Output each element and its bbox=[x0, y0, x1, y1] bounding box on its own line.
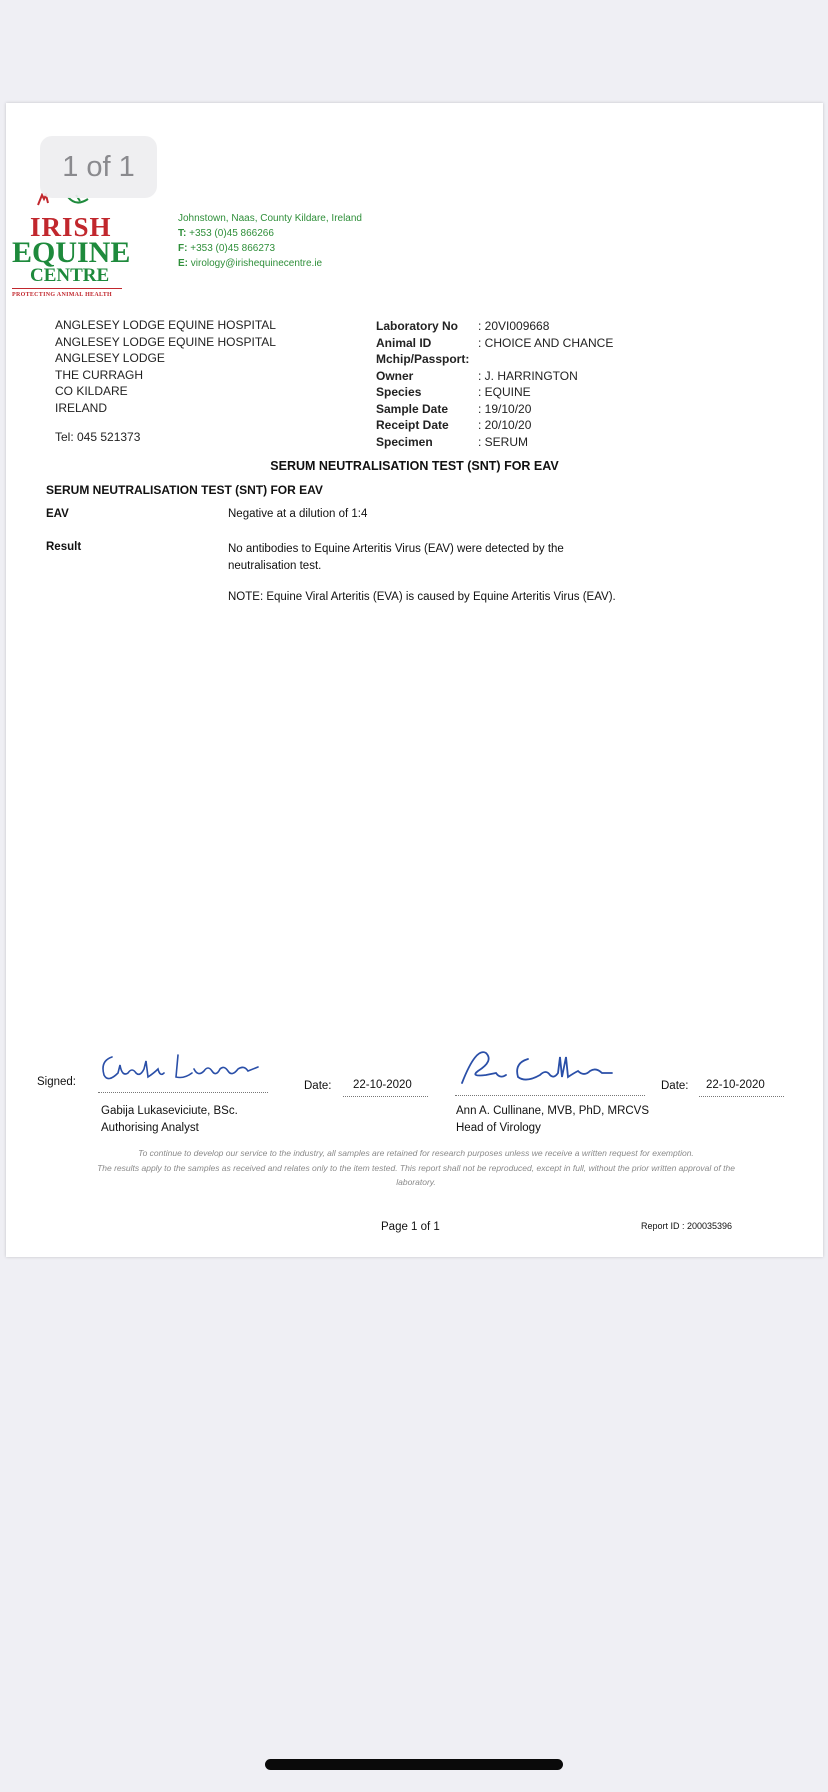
contact-address: Johnstown, Naas, County Kildare, Ireland bbox=[178, 213, 362, 224]
page-counter: 1 of 1 bbox=[40, 136, 157, 198]
lab-info-value: : EQUINE bbox=[478, 385, 531, 399]
logo-centre: CENTRE bbox=[30, 265, 110, 286]
logo-equine: EQUINE bbox=[12, 236, 131, 269]
phone-label: T: bbox=[178, 228, 187, 239]
signatory-1 bbox=[101, 1103, 238, 1137]
lab-info-row bbox=[376, 368, 613, 385]
address-line: ANGLESEY LODGE bbox=[55, 351, 165, 365]
date-2-label: Date: bbox=[661, 1080, 689, 1092]
lab-info-row bbox=[376, 417, 613, 434]
result-label: Result bbox=[46, 541, 82, 553]
logo-irish: IRISH bbox=[30, 212, 112, 242]
address-line: CO KILDARE bbox=[55, 384, 128, 398]
lab-info-table bbox=[376, 318, 613, 450]
signatory-1-name: Gabija Lukaseviciute, BSc. bbox=[101, 1105, 238, 1117]
lab-info-key: Species bbox=[376, 385, 422, 399]
lab-info-row bbox=[376, 401, 613, 418]
signature-1-icon bbox=[98, 1047, 268, 1089]
contact-fax: +353 (0)45 866273 bbox=[190, 243, 276, 254]
lab-info-value: : 20/10/20 bbox=[478, 418, 532, 432]
address-line: ANGLESEY LODGE EQUINE HOSPITAL bbox=[55, 334, 276, 349]
address-line: THE CURRAGH bbox=[55, 367, 144, 382]
lab-info-key: Animal ID bbox=[376, 335, 432, 350]
contact-phone: +353 (0)45 866266 bbox=[189, 228, 274, 239]
disclaimer-line-2: The results apply to the samples as received and relates only to the item tested. This report shall not be reproduced, except in full, without the prior written approval of the laboratory. bbox=[97, 1162, 735, 1187]
logo-divider bbox=[12, 288, 122, 289]
signature-2-icon bbox=[456, 1043, 616, 1089]
document-page[interactable] bbox=[6, 103, 823, 1257]
lab-info-key: Mchip/Passport: bbox=[376, 352, 470, 366]
eav-value: Negative at a dilution of 1:4 bbox=[228, 508, 368, 520]
disclaimer-line-1: To continue to develop our service to the industry, all samples are retained for research purposes unless we receive a written request for exemption. bbox=[138, 1148, 694, 1158]
eav-label: EAV bbox=[46, 508, 69, 520]
address-line: ANGLESEY LODGE EQUINE HOSPITAL bbox=[55, 318, 276, 332]
lab-info-row bbox=[376, 335, 613, 352]
report-id: Report ID : 200035396 bbox=[641, 1221, 733, 1231]
lab-info-key: Laboratory No bbox=[376, 319, 459, 333]
recipient-tel: Tel: 045 521373 bbox=[55, 430, 141, 444]
signature-1-line bbox=[98, 1092, 268, 1093]
fax-label: F: bbox=[178, 243, 188, 254]
lab-info-row bbox=[376, 318, 613, 335]
lab-info-row bbox=[376, 384, 613, 401]
logo-tagline: PROTECTING ANIMAL HEALTH bbox=[12, 292, 112, 298]
lab-info-value: : SERUM bbox=[478, 434, 529, 449]
lab-info-row bbox=[376, 434, 613, 451]
signed-label: Signed: bbox=[37, 1076, 77, 1088]
report-subtitle: SERUM NEUTRALISATION TEST (SNT) FOR EAV bbox=[46, 483, 323, 497]
lab-info-value: : 19/10/20 bbox=[478, 401, 532, 416]
recipient-address bbox=[55, 317, 276, 416]
contact-email: virology@irishequinecentre.ie bbox=[190, 258, 323, 269]
result-note: NOTE: Equine Viral Arteritis (EVA) is caused by Equine Arteritis Virus (EAV). bbox=[228, 591, 616, 603]
address-line: IRELAND bbox=[55, 400, 108, 415]
lab-info-key: Sample Date bbox=[376, 401, 449, 416]
signatory-2-role: Head of Virology bbox=[456, 1122, 541, 1134]
lab-info-value: : 20VI009668 bbox=[478, 319, 550, 333]
date-1-label: Date: bbox=[304, 1080, 332, 1092]
contact-block bbox=[178, 211, 362, 271]
page-number: Page 1 of 1 bbox=[381, 1221, 440, 1233]
date-1-line bbox=[343, 1096, 428, 1097]
date-2-line bbox=[699, 1096, 784, 1097]
signatory-2-name: Ann A. Cullinane, MVB, PhD, MRCVS bbox=[456, 1105, 650, 1117]
signature-2-line bbox=[455, 1095, 645, 1096]
date-1-value: 22-10-2020 bbox=[353, 1079, 412, 1091]
report-title: SERUM NEUTRALISATION TEST (SNT) FOR EAV bbox=[270, 459, 559, 473]
email-label: E: bbox=[178, 258, 188, 269]
signatory-2 bbox=[456, 1103, 649, 1137]
lab-info-key: Receipt Date bbox=[376, 418, 449, 432]
lab-info-value: : CHOICE AND CHANCE bbox=[478, 335, 614, 350]
lab-info-key: Specimen bbox=[376, 434, 433, 449]
lab-info-row bbox=[376, 351, 613, 368]
home-indicator[interactable] bbox=[265, 1759, 563, 1770]
result-value: No antibodies to Equine Arteritis Virus (EAV) were detected by the neutralisation test. bbox=[228, 543, 564, 572]
disclaimer bbox=[91, 1146, 741, 1190]
date-2-value: 22-10-2020 bbox=[706, 1079, 765, 1091]
signatory-1-role: Authorising Analyst bbox=[101, 1122, 199, 1134]
lab-info-key: Owner bbox=[376, 368, 414, 383]
lab-info-value: : J. HARRINGTON bbox=[478, 368, 578, 383]
